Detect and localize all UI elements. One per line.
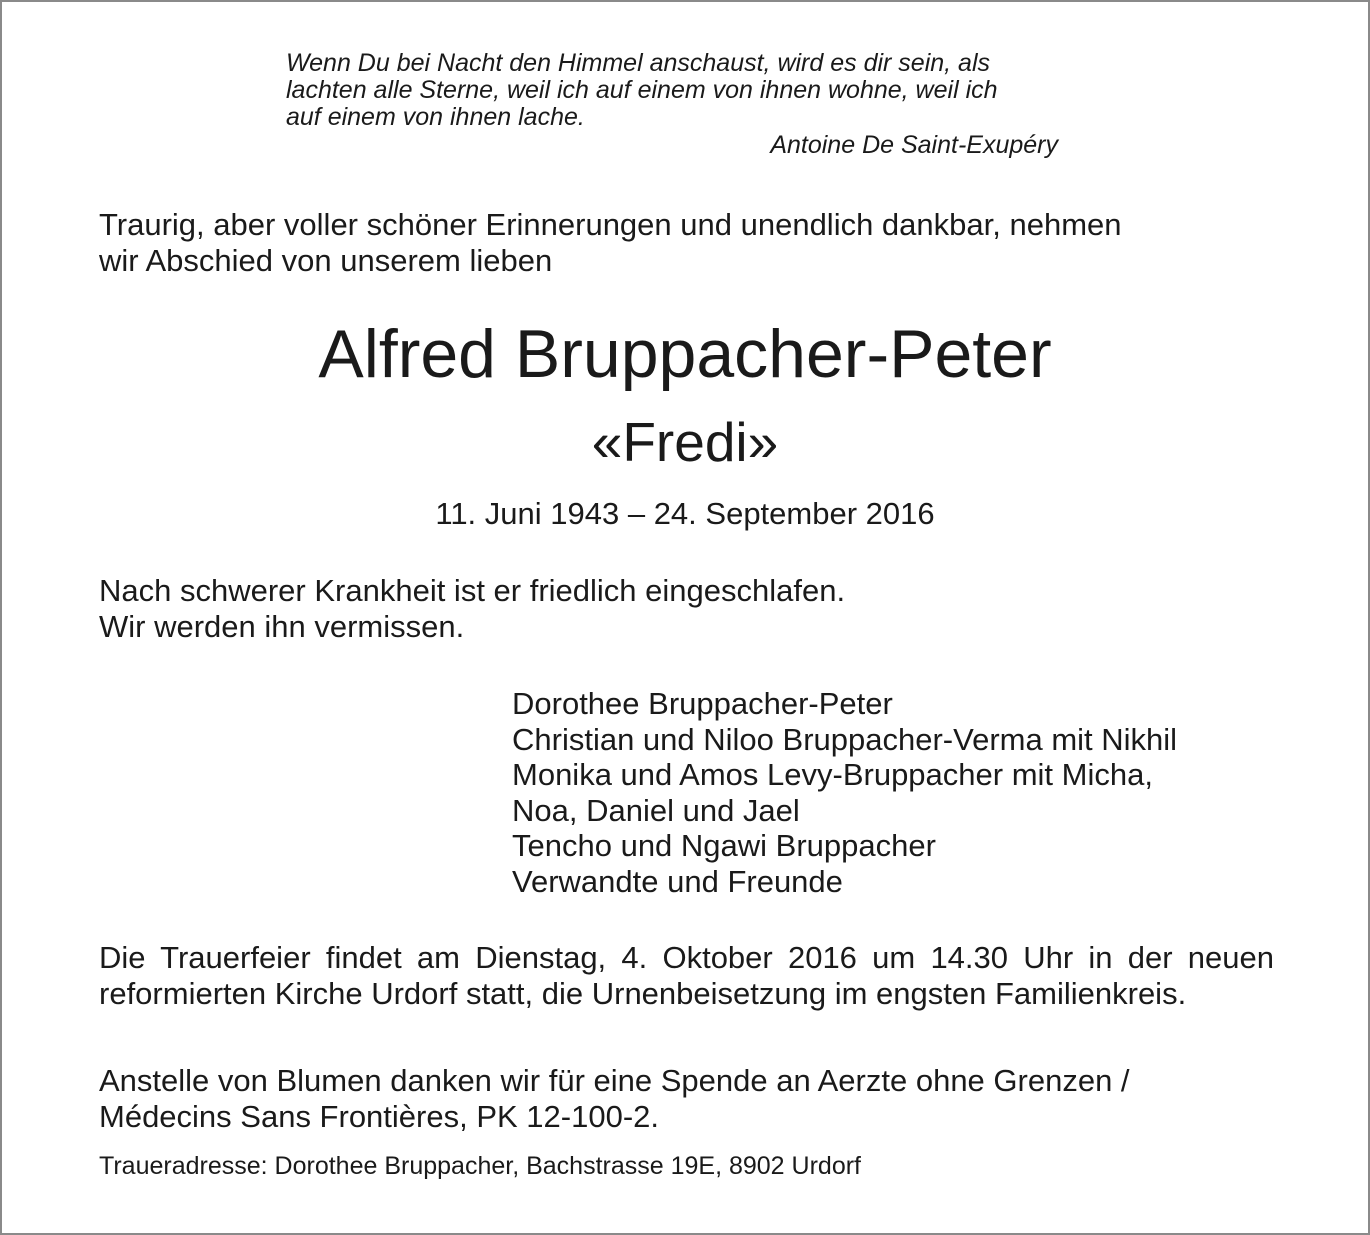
- intro-line: wir Abschied von unserem lieben: [99, 243, 553, 278]
- donation-request: [99, 1063, 1274, 1135]
- intro-line: Traurig, aber voller schöner Erinnerungen und unendlich dankbar, nehmen: [99, 207, 1122, 242]
- passing-message: [99, 573, 1274, 645]
- message-line: Nach schwerer Krankheit ist er friedlich eingeschlafen.: [99, 573, 846, 608]
- life-dates: 11. Juni 1943 – 24. September 2016: [435, 496, 935, 531]
- mourner-entry: Dorothee Bruppacher-Peter: [512, 686, 893, 721]
- ceremony-details: Die Trauerfeier findet am Dienstag, 4. Oktober 2016 um 14.30 Uhr in der neuen reformierten Kirche Urdorf statt, die Urnenbeisetzung im engsten Familienkreis.: [99, 940, 1274, 1011]
- mourner-entry: Noa, Daniel und Jael: [512, 792, 800, 828]
- donation-line: Médecins Sans Frontières, PK 12-100-2.: [99, 1099, 659, 1134]
- mourners-list: [512, 686, 1292, 899]
- quote-line: lachten alle Sterne, weil ich auf einem von ihnen wohne, weil ich: [286, 76, 998, 104]
- quote-line: Wenn Du bei Nacht den Himmel anschaust, wird es dir sein, als: [286, 49, 991, 77]
- donation-line: Anstelle von Blumen danken wir für eine Spende an Aerzte ohne Grenzen /: [99, 1063, 1130, 1098]
- quote-line: auf einem von ihnen lache.: [286, 103, 585, 131]
- deceased-nickname: «Fredi»: [591, 411, 779, 473]
- mourner-entry: Tencho und Ngawi Bruppacher: [512, 828, 936, 863]
- deceased-name: Alfred Bruppacher-Peter: [318, 316, 1052, 392]
- epigraph-quote: [286, 50, 1066, 159]
- mourner-entry: Verwandte und Freunde: [512, 863, 843, 899]
- mourner-entry: Monika und Amos Levy-Bruppacher mit Micha,: [512, 757, 1153, 792]
- quote-author: Antoine De Saint-Exupéry: [770, 131, 1058, 159]
- mourning-address: Traueradresse: Dorothee Bruppacher, Bachstrasse 19E, 8902 Urdorf: [99, 1152, 861, 1180]
- intro-paragraph: [99, 207, 1274, 279]
- message-line: Wir werden ihn vermissen.: [99, 609, 465, 644]
- mourner-entry: Christian und Niloo Bruppacher-Verma mit Nikhil: [512, 721, 1178, 757]
